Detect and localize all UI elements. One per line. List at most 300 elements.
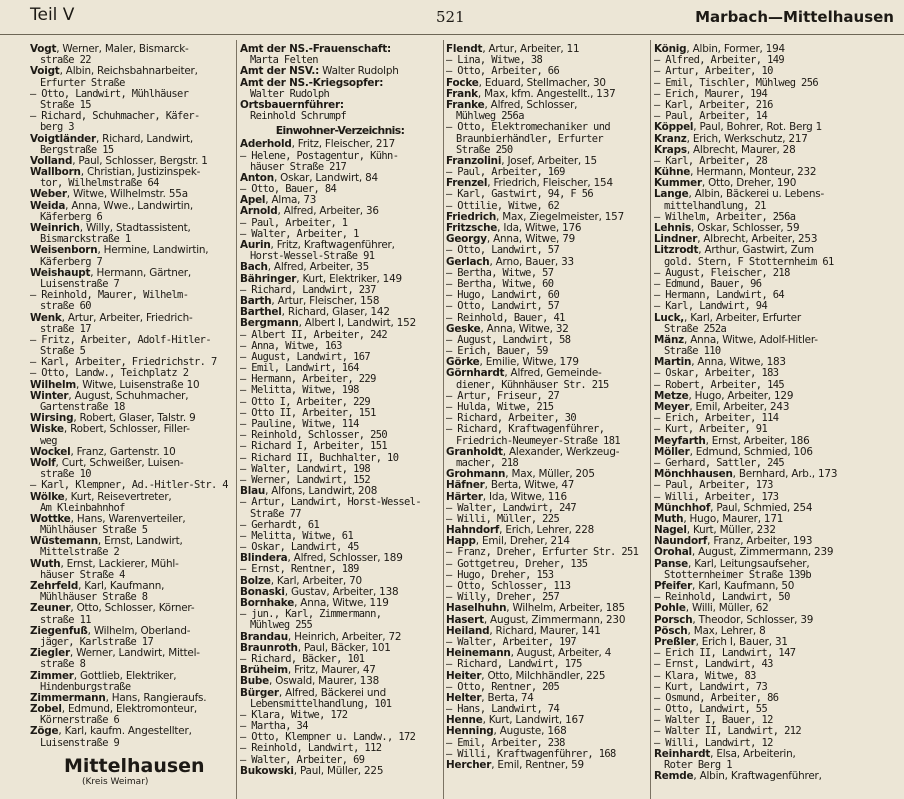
directory-subentry: — Reinhold, Landwirt, 50 <box>654 591 790 604</box>
entry-surname: Kühne <box>654 166 691 179</box>
directory-entry: Haselhuhn, Wilhelm, Arbeiter, 185 <box>446 602 625 615</box>
directory-subentry: — Otto, Bauer, 84 <box>240 183 337 196</box>
directory-entry: Kummer, Otto, Dreher, 190 <box>654 177 797 190</box>
entry-surname: Görke <box>446 356 480 369</box>
directory-subentry: — Wilhelm, Arbeiter, 256a <box>654 210 796 223</box>
directory-entry: Hercher, Emil, Rentner, 59 <box>446 759 584 771</box>
directory-entry: Heinemann, August, Arbeiter, 4 <box>446 647 612 660</box>
directory-entry: Ziegenfuß, Wilhelm, Oberland- <box>30 624 191 637</box>
entry-surname: Ziegenfuß <box>30 624 88 637</box>
page-header <box>0 0 904 35</box>
directory-entry: Volland, Paul, Schlosser, Bergstr. 1 <box>30 154 208 167</box>
entry-surname: Münchhof <box>654 501 711 514</box>
directory-entry: Remde, Albin, Kraftwagenführer, <box>654 770 822 783</box>
entry-surname: Hasert <box>446 613 484 626</box>
entry-continuation: Erfurter Straße <box>40 76 125 89</box>
directory-entry: Kranz, Erich, Werkschutz, 217 <box>654 132 808 145</box>
directory-subentry: — Hugo, Landwirt, 60 <box>446 289 560 302</box>
entry-surname: Anton <box>240 171 274 184</box>
entry-continuation: Horst-Wessel-Straße 91 <box>250 250 375 263</box>
directory-entry: Mönchhausen, Bernhard, Arb., 173 <box>654 468 838 481</box>
entry-surname: Helter <box>446 691 482 704</box>
entry-continuation: Braunbierhändler, Erfurter <box>456 132 604 145</box>
entry-surname: Bergmann <box>240 317 299 330</box>
entry-surname: Zeuner <box>30 602 71 615</box>
directory-entry: Bornhake, Anna, Witwe, 119 <box>240 597 389 609</box>
entry-surname: Bube <box>240 675 270 688</box>
entry-surname: Granholdt <box>446 445 503 458</box>
directory-entry: Focke, Eduard, Stellmacher, 30 <box>446 76 606 89</box>
entry-surname: Metze <box>654 389 689 402</box>
entry-surname: Wilhelm <box>30 378 77 391</box>
directory-subentry: — Hulda, Witwe, 215 <box>446 401 554 413</box>
directory-subentry: — Walter II, Landwirt, 212 <box>654 725 802 738</box>
entry-surname: Nagel <box>654 524 687 537</box>
entry-continuation: Mühlhäuser Straße 5 <box>40 524 148 537</box>
entry-surname: Weisenborn <box>30 244 98 257</box>
entry-surname: Franzolini <box>446 154 502 167</box>
directory-entry: Bergmann, Albert I, Landwirt, 152 <box>240 317 416 330</box>
entry-surname: Hahndorf <box>446 524 500 537</box>
entry-surname: Bähringer <box>240 272 297 285</box>
directory-entry: Porsch, Theodor, Schlosser, 39 <box>654 613 814 626</box>
directory-entry: Wenk, Artur, Arbeiter, Friedrich- <box>30 311 193 324</box>
directory-subentry: — Ernst, Landwirt, 43 <box>654 658 773 671</box>
directory-subentry: — Hans, Landwirt, 74 <box>446 703 560 716</box>
entry-surname: Brüheim <box>240 664 288 677</box>
entry-surname: Kranz <box>654 132 687 145</box>
directory-subentry: — Otto I, Arbeiter, 229 <box>240 395 371 408</box>
entry-surname: Focke <box>446 76 479 89</box>
directory-subentry: — Hermann, Landwirt, 64 <box>654 289 785 302</box>
entry-continuation: Lebensmittelhandlung, 101 <box>250 697 392 710</box>
entry-surname: Bürger <box>240 686 279 699</box>
entry-continuation: Straße 15 <box>40 98 91 111</box>
directory-entry: Weinrich, Willy, Stadtassistent, <box>30 222 191 234</box>
entry-surname: Bonaski <box>240 585 285 598</box>
directory-subentry: — Fritz, Arbeiter, Adolf-Hitler- <box>30 333 211 346</box>
directory-entry: Wiske, Robert, Schlosser, Filler- <box>30 423 190 436</box>
entry-surname: Fritzsche <box>446 222 498 234</box>
directory-subentry: — August, Landwirt, 167 <box>240 350 371 363</box>
entry-surname: Franke <box>446 98 485 111</box>
entry-surname: Wirsing <box>30 412 74 425</box>
entry-surname: Apel <box>240 194 266 207</box>
entry-continuation: Straße 250 <box>456 143 513 156</box>
entry-surname: Mönchhausen <box>654 468 733 481</box>
directory-subentry: — Karl, Gastwirt, 94, F 56 <box>446 188 594 201</box>
directory-entry: Wuth, Ernst, Lackierer, Mühl- <box>30 557 179 570</box>
directory-entry: Litzrodt, Arthur, Gastwirt, Zum <box>654 244 814 257</box>
directory-entry: Görke, Emilie, Witwe, 179 <box>446 356 579 369</box>
directory-entry: Wilhelm, Witwe, Luisenstraße 10 <box>30 378 200 391</box>
directory-subentry: — Artur, Arbeiter, 10 <box>654 65 773 78</box>
directory-entry: Wölke, Kurt, Reisevertreter, <box>30 490 172 503</box>
entry-surname: Remde <box>654 770 694 783</box>
directory-subentry: — Otto II, Arbeiter, 151 <box>240 406 376 419</box>
entry-continuation: häuser Straße 4 <box>40 568 125 581</box>
entry-surname: Meyfarth <box>654 434 706 447</box>
entry-surname: Wolf <box>30 456 56 469</box>
directory-subentry: — Emil, Landwirt, 164 <box>240 362 359 375</box>
entry-surname: Frank <box>446 87 478 100</box>
directory-entry: Blau, Alfons, Landwirt, 208 <box>240 485 378 498</box>
directory-entry: Panse, Karl, Leitungsaufseher, <box>654 557 810 570</box>
directory-entry: Flendt, Artur, Arbeiter, 11 <box>446 43 580 55</box>
directory-subentry: — Walter, Landwirt, 247 <box>446 501 577 514</box>
directory-subentry: — Richard, Landwirt, 175 <box>446 658 582 671</box>
entry-surname: Haselhuhn <box>446 602 507 615</box>
entry-continuation: Käferberg 7 <box>40 255 103 268</box>
directory-subentry: — Melitta, Witwe, 61 <box>240 529 354 542</box>
directory-subentry: — Werner, Landwirt, 152 <box>240 473 371 486</box>
entry-surname: Gerlach <box>446 255 490 268</box>
entry-continuation: berg 3 <box>40 121 74 134</box>
directory-entry: Orohal, August, Zimmermann, 239 <box>654 546 834 559</box>
entry-surname: Lehnis <box>654 222 692 234</box>
entry-surname: Zehrfeld <box>30 580 79 592</box>
directory-subentry: — Kurt, Landwirt, 73 <box>654 680 768 693</box>
entry-continuation: Körnerstraße 6 <box>40 714 120 727</box>
directory-subentry: — Richard, Kraftwagenführer, <box>446 423 605 436</box>
entry-continuation: diener, Kühnhäuser Str. 215 <box>456 378 609 391</box>
directory-subentry: — Willi, Kraftwagenführer, 168 <box>446 747 616 760</box>
entry-surname: Panse <box>654 557 688 570</box>
directory-subentry: — Walter, Landwirt, 198 <box>240 462 371 475</box>
directory-entry: König, Albin, Former, 194 <box>654 43 785 55</box>
directory-entry: Härter, Ida, Witwe, 116 <box>446 490 567 503</box>
directory-entry: Arnold, Alfred, Arbeiter, 36 <box>240 205 379 218</box>
entry-surname: Aurin <box>240 239 271 251</box>
entry-surname: Heiter <box>446 669 482 682</box>
entry-surname: Wenk <box>30 311 62 324</box>
entry-surname: Heiland <box>446 624 490 637</box>
directory-entry: Kraps, Albrecht, Maurer, 28 <box>654 143 796 156</box>
entry-surname: Georgy <box>446 233 487 246</box>
directory-subentry: — Ernst, Rentner, 189 <box>240 563 359 576</box>
directory-entry: Reinhardt, Elsa, Arbeiterin, <box>654 747 796 760</box>
directory-subentry: — Erich, Maurer, 194 <box>654 87 768 100</box>
directory-subentry: — Reinhold, Bauer, 41 <box>446 311 565 324</box>
directory-subentry: — Bertha, Witwe, 60 <box>446 277 554 290</box>
entry-surname: Pfeifer <box>654 580 693 592</box>
entry-continuation: Mühlweg 255 <box>250 619 313 632</box>
entry-surname: Pohle <box>654 602 686 615</box>
directory-entry: Hahndorf, Erich, Lehrer, 228 <box>446 524 595 537</box>
entry-surname: Pösch <box>654 624 688 637</box>
directory-subentry: — Kurt, Arbeiter, 91 <box>654 423 768 436</box>
directory-entry: Weida, Anna, Wwe., Landwirtin, <box>30 199 193 212</box>
directory-entry: Möller, Edmund, Schmied, 106 <box>654 445 813 458</box>
entry-continuation: Gartenstraße 18 <box>40 401 125 413</box>
directory-entry: Weber, Witwe, Wilhelmstr. 55a <box>30 188 188 201</box>
entry-continuation: Luisenstraße 9 <box>40 736 120 749</box>
directory-entry: Bähringer, Kurt, Elektriker, 149 <box>240 272 402 285</box>
directory-subentry: — Helene, Postagentur, Kühn- <box>240 149 399 162</box>
entry-surname: Wiske <box>30 423 64 436</box>
directory-subentry: — Richard, Arbeiter, 30 <box>446 412 577 425</box>
entry-surname: Zobel <box>30 703 62 716</box>
entry-surname: Bukowski <box>240 764 294 777</box>
entry-surname: Amt der NS.-Kriegsopfer: <box>240 76 384 89</box>
entry-surname: Blau <box>240 485 266 498</box>
page-running-title: Marbach—Mittelhausen <box>695 8 894 26</box>
entry-surname: Wüstemann <box>30 535 98 548</box>
directory-entry: Wolf, Curt, Schweißer, Luisen- <box>30 456 184 469</box>
entry-surname: Luck, <box>654 311 685 324</box>
directory-subentry: — Otto, Landw., Teichplatz 2 <box>30 367 189 380</box>
entry-surname: Henne <box>446 714 483 727</box>
directory-subentry: — Erich II, Landwirt, 147 <box>654 647 796 660</box>
directory-entry: Lehnis, Oskar, Schlosser, 59 <box>654 222 800 234</box>
entry-surname: Mänz <box>654 333 684 346</box>
directory-entry: Bube, Oswald, Maurer, 138 <box>240 675 380 688</box>
directory-entry: Georgy, Anna, Witwe, 79 <box>446 233 576 246</box>
directory-subentry: — Willi, Landwirt, 12 <box>654 736 773 749</box>
entry-surname: Zimmer <box>30 669 74 682</box>
entry-continuation: Roter Berg 1 <box>664 759 732 771</box>
directory-subentry: — Klara, Witwe, 172 <box>240 708 348 721</box>
entry-surname: Amt der NS.-Frauenschaft: <box>240 43 391 55</box>
entry-surname: Reinhardt <box>654 747 711 760</box>
directory-subentry: — Karl, Arbeiter, 28 <box>654 154 768 167</box>
directory-heading: Einwohner-Verzeichnis: <box>275 124 405 138</box>
directory-entry: Grohmann, Max, Müller, 205 <box>446 468 595 481</box>
entry-continuation: Bergstraße 15 <box>40 143 114 156</box>
entry-surname: Brandau <box>240 630 288 643</box>
entry-surname: Möller <box>654 445 690 458</box>
directory-subentry: — Pauline, Witwe, 114 <box>240 418 359 430</box>
directory-entry: Häfner, Berta, Witwe, 47 <box>446 479 575 492</box>
column-divider <box>236 40 237 799</box>
directory-entry: Bukowski, Paul, Müller, 225 <box>240 764 384 777</box>
entry-continuation: straße 60 <box>40 300 91 313</box>
entry-surname: Köppel <box>654 121 694 134</box>
entry-surname: Kraps <box>654 143 687 156</box>
directory-subentry: — Otto, Rentner, 205 <box>446 680 560 693</box>
entry-continuation: Straße 110 <box>664 345 721 358</box>
entry-continuation: macher, 218 <box>456 456 519 469</box>
directory-subentry: — Richard II, Buchhalter, 10 <box>240 451 399 464</box>
directory-subentry: — Hugo, Dreher, 153 <box>446 568 554 581</box>
entry-surname: Litzrodt <box>654 244 699 257</box>
directory-subentry: — Otto, Elektromechaniker und <box>446 121 611 134</box>
entry-surname: Wölke <box>30 490 65 503</box>
directory-subentry: — Walter, Arbeiter, 69 <box>240 753 365 766</box>
directory-subentry: — Otto, Landwirt, 57 <box>446 300 560 313</box>
entry-continuation: straße 22 <box>40 54 91 67</box>
directory-entry: Vogt, Werner, Maler, Bismarck- <box>30 43 189 55</box>
directory-entry: Ziegler, Werner, Landwirt, Mittel- <box>30 647 200 660</box>
entry-surname: Lindner <box>654 233 698 246</box>
directory-entry: Voigtländer, Richard, Landwirt, <box>30 132 194 145</box>
entry-surname: Voigtländer <box>30 132 96 145</box>
entry-continuation: Friedrich-Neumeyer-Straße 181 <box>456 434 621 447</box>
directory-entry: Luck,, Karl, Arbeiter, Erfurter <box>654 311 801 324</box>
entry-surname: Weber <box>30 188 67 201</box>
directory-subentry: — Reinhold, Landwirt, 112 <box>240 742 382 755</box>
directory-subentry: — Melitta, Witwe, 198 <box>240 384 359 397</box>
directory-entry: Geske, Anna, Witwe, 32 <box>446 322 569 335</box>
directory-entry: Martin, Anna, Witwe, 183 <box>654 356 786 369</box>
directory-entry: Voigt, Albin, Reichsbahnarbeiter, <box>30 65 198 78</box>
entry-continuation: Stotternheimer Straße 139b <box>664 568 812 581</box>
directory-entry: Görnhardt, Alfred, Gemeinde- <box>446 367 602 380</box>
directory-subentry: — Paul, Arbeiter, 173 <box>654 479 773 492</box>
directory-subentry: — Bertha, Witwe, 57 <box>446 266 554 279</box>
directory-entry: Weishaupt, Hermann, Gärtner, <box>30 266 191 279</box>
entry-surname: Hercher <box>446 759 492 771</box>
entry-continuation: gold. Stern, F Stotternheim 61 <box>664 255 834 268</box>
directory-subentry: — Emil, Arbeiter, 238 <box>446 736 565 749</box>
directory-subentry: — Otto, Landwirt, Mühlhäuser <box>30 87 189 100</box>
directory-subentry: — Richard, Bäcker, 101 <box>240 652 365 665</box>
directory-entry: Zehrfeld, Karl, Kaufmann, <box>30 580 165 592</box>
directory-entry: Lange, Albin, Bäckerei u. Lebens- <box>654 188 824 201</box>
directory-entry: Hasert, August, Zimmermann, 230 <box>446 613 626 626</box>
directory-entry: Henne, Kurt, Landwirt, 167 <box>446 714 585 727</box>
entry-continuation: straße 17 <box>40 322 91 335</box>
directory-entry: Brüheim, Fritz, Maurer, 47 <box>240 664 376 677</box>
entry-surname: König <box>654 43 687 55</box>
directory-subentry: — Willi, Arbeiter, 173 <box>654 490 779 503</box>
directory-entry: Muth, Hugo, Maurer, 171 <box>654 512 784 525</box>
directory-entry: Meyer, Emil, Arbeiter, 243 <box>654 401 790 413</box>
directory-subentry: — Walter, Arbeiter, 197 <box>446 635 577 648</box>
directory-subentry: — Paul, Arbeiter, 169 <box>446 166 565 179</box>
directory-subentry: — Erich, Bauer, 59 <box>446 345 548 358</box>
directory-entry: Franke, Alfred, Schlosser, <box>446 98 578 111</box>
entry-surname: Muth <box>654 512 684 525</box>
entry-continuation: Mühlhäuser Straße 8 <box>40 591 148 604</box>
directory-entry: Bach, Alfred, Arbeiter, 35 <box>240 261 370 274</box>
entry-surname: Zöge <box>30 725 59 738</box>
entry-surname: Voigt <box>30 65 60 78</box>
entry-continuation: straße 11 <box>40 613 91 626</box>
entry-surname: Amt der NSV.: <box>240 65 320 78</box>
entry-surname: Wallborn <box>30 166 81 179</box>
entry-continuation: mittelhandlung, 21 <box>664 199 766 212</box>
directory-subentry: — Erich, Arbeiter, 114 <box>654 412 779 425</box>
entry-continuation: Mühlweg 256a <box>456 110 524 123</box>
entry-surname: Kummer <box>654 177 702 190</box>
directory-subentry: — Lina, Witwe, 38 <box>446 54 543 67</box>
entry-surname: Geske <box>446 322 481 335</box>
directory-entry: Pösch, Max, Lehrer, 8 <box>654 624 766 637</box>
directory-entry: Bürger, Alfred, Bäckerei und <box>240 686 386 699</box>
directory-entry: Köppel, Paul, Bohrer, Rot. Berg 1 <box>654 121 823 134</box>
directory-entry: Pohle, Willi, Müller, 62 <box>654 602 769 615</box>
entry-continuation: Am Kleinbahnhof <box>40 501 125 514</box>
directory-entry: Heiter, Otto, Milchhändler, 225 <box>446 669 606 682</box>
directory-entry: Barthel, Richard, Glaser, 142 <box>240 306 390 319</box>
directory-subentry: — Martha, 34 <box>240 720 308 733</box>
directory-entry: Zimmer, Gottlieb, Elektriker, <box>30 669 177 682</box>
entry-surname: Vogt <box>30 43 57 55</box>
directory-subentry: — Richard, Landwirt, 237 <box>240 283 376 296</box>
directory-entry: Münchhof, Paul, Schmied, 254 <box>654 501 813 514</box>
directory-entry: Gerlach, Arno, Bauer, 33 <box>446 255 574 268</box>
directory-entry: Preßler, Erich I, Bauer, 31 <box>654 635 788 648</box>
directory-entry: Anton, Oskar, Landwirt, 84 <box>240 171 378 184</box>
directory-subentry: — Willy, Dreher, 257 <box>446 591 560 604</box>
entry-surname: Henning <box>446 725 494 738</box>
entry-continuation: Straße 77 <box>250 507 301 520</box>
directory-entry: Lindner, Albrecht, Arbeiter, 253 <box>654 233 818 246</box>
entry-continuation: straße 10 <box>40 468 91 481</box>
entry-surname: Bach <box>240 261 268 274</box>
directory-entry: Apel, Alma, 73 <box>240 194 317 207</box>
entry-continuation: Luisenstraße 7 <box>40 277 120 290</box>
entry-continuation: Straße 252a <box>664 322 727 335</box>
directory-subentry: — Anna, Witwe, 163 <box>240 339 342 352</box>
directory-subentry: — Otto, Landwirt, 57 <box>446 244 560 257</box>
entry-surname: Flendt <box>446 43 483 55</box>
directory-entry: Helter, Berta, 74 <box>446 691 534 704</box>
entry-continuation: weg <box>40 434 57 447</box>
entry-surname: Preßler <box>654 635 696 648</box>
entry-surname: Weishaupt <box>30 266 91 279</box>
directory-column-1 <box>30 44 230 787</box>
directory-column-3 <box>446 44 650 771</box>
directory-subentry: — Oskar, Landwirt, 45 <box>240 541 359 554</box>
entry-surname: Arnold <box>240 205 278 218</box>
entry-surname: Winter <box>30 389 69 402</box>
entry-continuation: Hindenburgstraße <box>40 680 131 693</box>
entry-surname: Meyer <box>654 401 690 413</box>
directory-subentry: — Otto, Landwirt, 55 <box>654 703 768 716</box>
directory-entry: Bonaski, Gustav, Arbeiter, 138 <box>240 585 399 598</box>
entry-surname: Wottke <box>30 512 71 525</box>
directory-subentry: — Otto, Klempner u. Landw., 172 <box>240 731 416 744</box>
directory-subentry: — Emil, Tischler, Mühlweg 256 <box>654 76 819 89</box>
entry-surname: Porsch <box>654 613 693 626</box>
entry-surname: Görnhardt <box>446 367 505 380</box>
directory-entry: Bolze, Karl, Arbeiter, 70 <box>240 574 362 587</box>
entry-surname: Bornhake <box>240 597 295 609</box>
entry-surname: Blindera <box>240 552 288 565</box>
page-number: 521 <box>436 8 465 26</box>
directory-entry: Naundorf, Franz, Arbeiter, 193 <box>654 535 813 548</box>
directory-entry: Aurin, Fritz, Kraftwagenführer, <box>240 239 395 251</box>
directory-subentry: — Reinhold, Maurer, Wilhelm- <box>30 289 189 302</box>
entry-surname: Orohal <box>654 546 692 559</box>
entry-surname: Naundorf <box>654 535 708 548</box>
entry-continuation: Walter Rudolph <box>250 87 330 100</box>
directory-subentry: — Gerhardt, 61 <box>240 518 320 531</box>
entry-continuation: Käferberg 6 <box>40 210 103 223</box>
directory-subentry: — August, Landwirt, 58 <box>446 333 571 346</box>
directory-subentry: — Karl, Arbeiter, 216 <box>654 98 773 111</box>
entry-surname: Grohmann <box>446 468 506 481</box>
directory-entry: Wirsing, Robert, Glaser, Talstr. 9 <box>30 412 196 425</box>
section-title: Mittelhausen <box>64 754 205 777</box>
entry-surname: Braunroth <box>240 641 298 654</box>
entry-continuation: jäger, Karlstraße 17 <box>40 635 154 648</box>
directory-column-4 <box>654 44 900 782</box>
directory-subentry: — Walter I, Bauer, 12 <box>654 714 773 727</box>
directory-subentry: — Alfred, Arbeiter, 149 <box>654 54 785 67</box>
entry-surname: Wockel <box>30 445 71 458</box>
directory-entry: Brandau, Heinrich, Arbeiter, 72 <box>240 630 402 643</box>
entry-surname: Härter <box>446 490 483 503</box>
entry-surname: Aderhold <box>240 138 292 151</box>
entry-continuation: Straße 5 <box>40 345 86 358</box>
directory-entry: Happ, Emil, Dreher, 214 <box>446 535 570 548</box>
directory-subentry: — Reinhold, Schlosser, 250 <box>240 429 388 442</box>
entry-continuation: häuser Straße 217 <box>250 160 347 173</box>
column-divider <box>650 40 651 799</box>
